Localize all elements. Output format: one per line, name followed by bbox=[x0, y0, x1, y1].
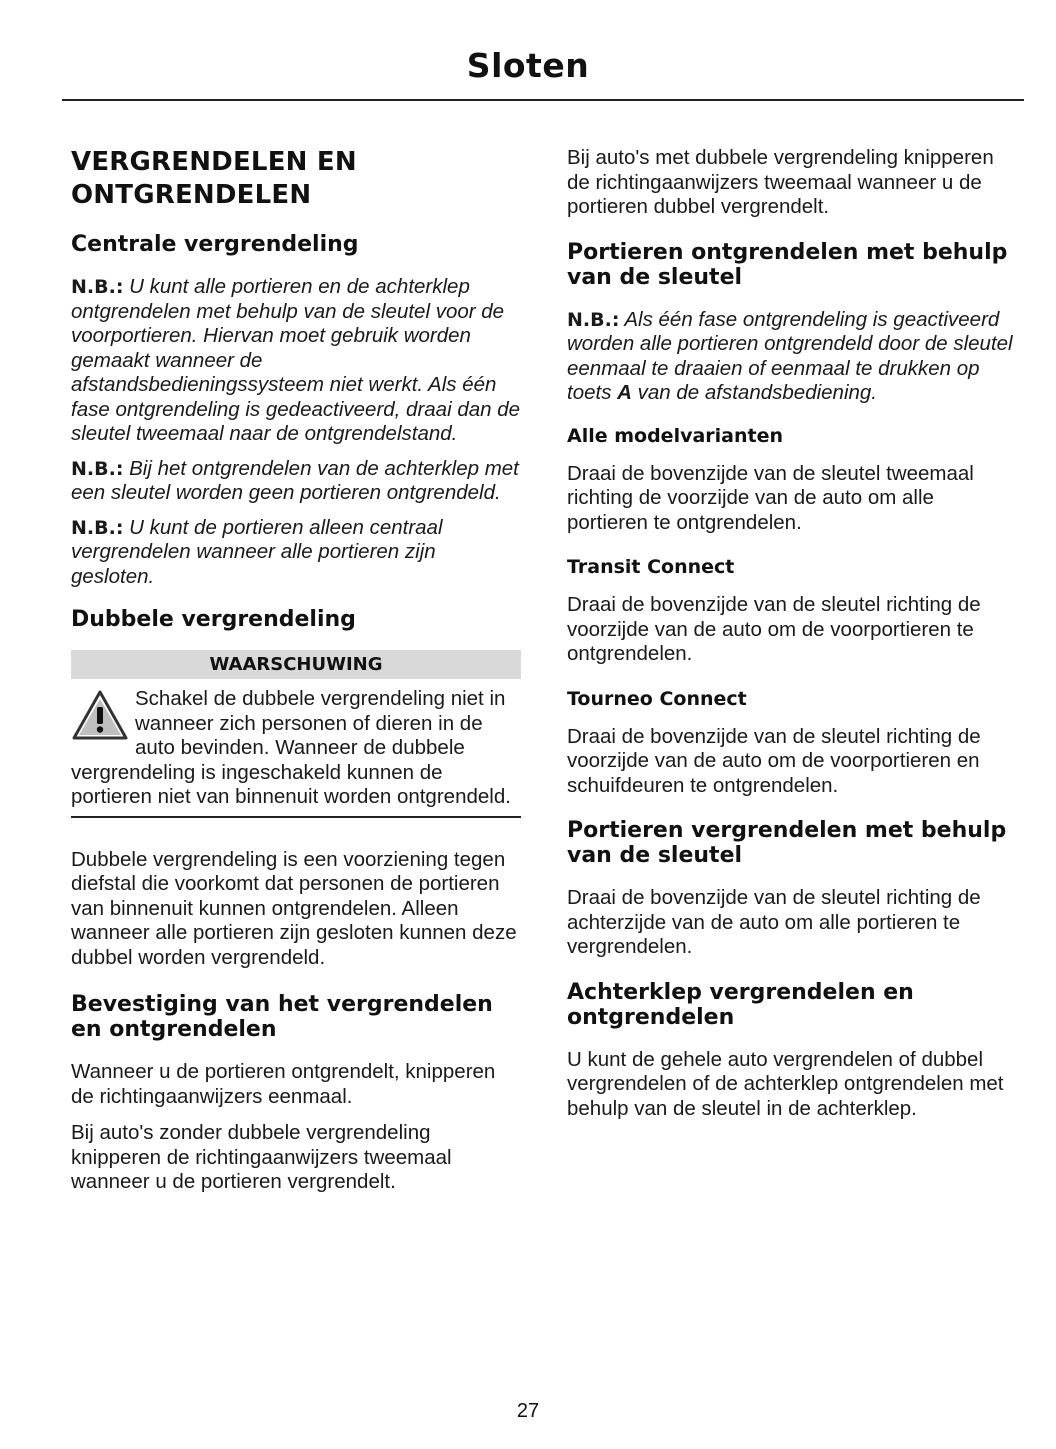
heading-confirmation: Bevestiging van het vergrendelen en ontgrendelen bbox=[71, 992, 493, 1042]
confirm-unlock-text: Wanneer u de portieren ontgrendelt, knipperen de richtingaanwijzers eenmaal. bbox=[71, 1060, 496, 1108]
tourneo-connect-text: Draai de bovenzijde van de sleutel richting de voorzijde van de auto om de voorportieren en schuifdeuren te ontgrendelen. bbox=[567, 724, 981, 797]
heading-all-models: Alle modelvarianten bbox=[567, 424, 784, 447]
note-central-3 bbox=[71, 516, 521, 590]
note-text: U kunt alle portieren en de achterklep ontgrendelen met behulp van de sleutel voor de voorportieren. Hiervan moet gebruik worden gemaakt wanneer de afstandsbedieningssysteem niet werkt. Als één fase ontgrendeling is gedeactiveerd, draai dan de sleutel tweemaal naar de ontgrendelstand. bbox=[71, 275, 521, 445]
note-unlock-key bbox=[567, 308, 1019, 406]
note-central-1 bbox=[71, 275, 521, 447]
warning-banner: WAARSCHUWING bbox=[71, 650, 521, 679]
note-label: N.B.: bbox=[71, 457, 124, 480]
note-central-2 bbox=[71, 457, 521, 506]
left-column bbox=[71, 146, 521, 1205]
title-divider bbox=[62, 99, 1024, 101]
tailgate-text: U kunt de gehele auto vergrendelen of dubbel vergrendelen of de achterklep ontgrendelen met behulp van de sleutel in de achterklep. bbox=[567, 1047, 1004, 1120]
lock-with-key-text: Draai de bovenzijde van de sleutel richting de achterzijde van de auto om alle portieren te vergrendelen. bbox=[567, 886, 981, 958]
warning-body bbox=[71, 687, 521, 810]
confirm-lock-text: Bij auto's zonder dubbele vergrendeling knipperen de richtingaanwijzers tweemaal wanneer u de portieren vergrendelt. bbox=[71, 1121, 452, 1193]
double-lock-flash-text: Bij auto's met dubbele vergrendeling knipperen de richtingaanwijzers tweemaal wanneer u de portieren dubbel vergrendelt. bbox=[567, 146, 994, 218]
note-text: Als één fase ontgrendeling is geactiveerd worden alle portieren ontgrendeld door de sleutel eenmaal te draaien of eenmaal te drukken op toets bbox=[567, 307, 1013, 404]
all-models-text: Draai de bovenzijde van de sleutel tweemaal richting de voorzijde van de auto om alle portieren te ontgrendelen. bbox=[567, 461, 974, 534]
warning-text: Schakel de dubbele vergrendeling niet in wanneer zich personen of dieren in de auto bevinden. Wanneer de dubbele vergrendeling is ingeschakeld kunnen de portieren niet van binnenuit worden ontgrendeld. bbox=[71, 687, 511, 808]
right-column bbox=[567, 146, 1019, 1131]
warning-end-divider bbox=[71, 816, 521, 818]
heading-unlock-with-key: Portieren ontgrendelen met behulp van de sleutel bbox=[567, 239, 1008, 290]
note-text: Bij het ontgrendelen van de achterklep met een sleutel worden geen portieren ontgrendeld. bbox=[71, 456, 519, 504]
note-label: N.B.: bbox=[71, 516, 124, 539]
transit-connect-text: Draai de bovenzijde van de sleutel richting de voorzijde van de auto om de voorportieren te ontgrendelen. bbox=[567, 593, 981, 665]
section-heading-lock-unlock: VERGRENDELEN EN ONTGRENDELEN bbox=[71, 147, 357, 210]
heading-double-locking: Dubbele vergrendeling bbox=[71, 607, 356, 632]
warning-triangle-icon bbox=[71, 689, 129, 741]
note-tail: van de afstandsbediening. bbox=[631, 381, 878, 404]
note-label: N.B.: bbox=[71, 276, 124, 298]
heading-transit-connect: Transit Connect bbox=[567, 556, 735, 578]
page-number: 27 bbox=[516, 1400, 540, 1422]
key-a-label: A bbox=[617, 381, 632, 404]
heading-lock-with-key: Portieren vergrendelen met behulp van de sleutel bbox=[567, 818, 1007, 868]
note-text: U kunt de portieren alleen centraal vergrendelen wanneer alle portieren zijn gesloten. bbox=[71, 515, 443, 588]
heading-tourneo-connect: Tourneo Connect bbox=[567, 687, 747, 710]
heading-central-locking: Centrale vergrendeling bbox=[71, 232, 359, 257]
heading-tailgate: Achterklep vergrendelen en ontgrendelen bbox=[567, 979, 914, 1030]
double-locking-body: Dubbele vergrendeling is een voorziening tegen diefstal die voorkomt dat personen de portieren van binnenuit kunnen ontgrendelen. Alleen wanneer alle portieren zijn gesloten kunnen deze dubbel worden vergrendeld. bbox=[71, 847, 517, 969]
note-label: N.B.: bbox=[567, 308, 620, 331]
page-title: Sloten bbox=[466, 46, 590, 85]
